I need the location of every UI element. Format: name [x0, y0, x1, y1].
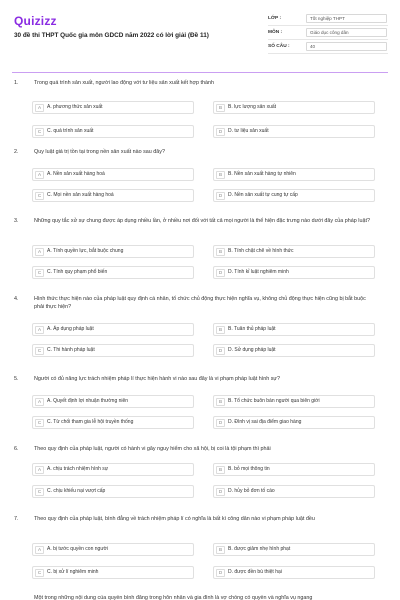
- option-c[interactable]: [32, 416, 194, 429]
- option-letter: D: [216, 488, 225, 496]
- option-c[interactable]: [32, 485, 194, 498]
- header-divider: [12, 72, 388, 73]
- option-text: A. Nền sản xuất hàng hoá: [47, 171, 105, 177]
- option-d[interactable]: [213, 266, 375, 279]
- option-text: A. Quyết định lợi nhuận thường niên: [47, 398, 129, 404]
- option-text: C. Mọi nền sản xuất hàng hoá: [47, 192, 114, 198]
- option-text: C. chịu khiếu nại vượt cấp: [47, 488, 106, 494]
- quizizz-logo: Quizizz: [14, 14, 57, 28]
- option-letter: A: [35, 171, 44, 179]
- option-letter: A: [35, 248, 44, 256]
- option-text: B. Tuân thủ pháp luật: [228, 326, 276, 332]
- option-text: C. Từ chối tham gia lễ hội truyền thống: [47, 419, 134, 425]
- meta-value-count: 40: [306, 42, 387, 51]
- option-a[interactable]: [32, 323, 194, 336]
- question-number: 7.: [14, 516, 19, 522]
- option-letter: C: [35, 488, 44, 496]
- option-letter: C: [35, 192, 44, 200]
- option-text: D. Sử dụng pháp luật: [228, 347, 276, 353]
- option-b[interactable]: [213, 395, 375, 408]
- page-title: 30 đề thi THPT Quốc gia môn GDCD năm 2022 có lời giải (Đề 11): [14, 32, 209, 39]
- question-text: Quy luật giá trị tồn tại trong nền sản xuất nào sau đây?: [34, 149, 165, 155]
- option-letter: C: [35, 128, 44, 136]
- question-text: Theo quy định của pháp luật, bình đẳng về trách nhiệm pháp lí có nghĩa là bất kì công dân nào vi phạm pháp luật đều: [34, 516, 315, 522]
- option-c[interactable]: [32, 344, 194, 357]
- option-text: A. Tính quyền lực, bắt buộc chung: [47, 248, 124, 254]
- option-text: A. chịu trách nhiệm hình sự: [47, 466, 109, 472]
- option-d[interactable]: [213, 485, 375, 498]
- option-b[interactable]: [213, 543, 375, 556]
- option-c[interactable]: [32, 566, 194, 579]
- meta-value-class: Tốt nghiệp THPT: [306, 14, 387, 23]
- option-letter: A: [35, 326, 44, 334]
- option-d[interactable]: [213, 344, 375, 357]
- option-c[interactable]: [32, 125, 194, 138]
- option-text: D. Tính kỉ luật nghiêm minh: [228, 269, 289, 275]
- option-text: B. Tính chặt chẽ về hình thức: [228, 248, 294, 254]
- option-text: D. tư liệu sản xuất: [228, 128, 269, 134]
- question-text: Hình thức thực hiện nào của pháp luật quy định cá nhân, tổ chức chủ động thực hiện nghĩa vụ, không chủ động thực hiện cũng bị bắt buộc phải thực hiện?: [34, 296, 366, 310]
- meta-value-subject: Giáo dục công dân: [306, 28, 387, 37]
- option-text: C. quá trình sản xuất: [47, 128, 94, 134]
- option-text: B. Tổ chức buôn bán người qua biên giới: [228, 398, 320, 404]
- option-text: D. Nền sản xuất tự cung tự cấp: [228, 192, 298, 198]
- question-number: 1.: [14, 80, 19, 86]
- option-a[interactable]: [32, 543, 194, 556]
- option-c[interactable]: [32, 266, 194, 279]
- question-text: Theo quy định của pháp luật, người có hành vi gây nguy hiểm cho xã hội, bị coi là tội phạm thì phải: [34, 446, 271, 452]
- option-letter: D: [216, 192, 225, 200]
- option-letter: D: [216, 347, 225, 355]
- option-letter: B: [216, 326, 225, 334]
- question-number: 3.: [14, 218, 19, 224]
- option-letter: D: [216, 419, 225, 427]
- option-letter: C: [35, 347, 44, 355]
- option-text: C. Thi hành pháp luật: [47, 347, 95, 353]
- question-text: Trong quá trình sản xuất, người lao động với tư liệu sản xuất kết hợp thành: [34, 80, 215, 86]
- option-text: D. hủy bỏ đơn tố cáo: [228, 488, 275, 494]
- option-b[interactable]: [213, 168, 375, 181]
- question-number: 5.: [14, 376, 19, 382]
- meta-row-count: [268, 40, 388, 54]
- option-letter: B: [216, 398, 225, 406]
- option-letter: A: [35, 104, 44, 112]
- option-a[interactable]: [32, 395, 194, 408]
- question-number: 6.: [14, 446, 19, 452]
- meta-table: [268, 12, 388, 54]
- option-b[interactable]: [213, 245, 375, 258]
- meta-label-count: SỐ CÂU :: [268, 44, 290, 49]
- meta-row-class: [268, 12, 388, 26]
- option-letter: D: [216, 269, 225, 277]
- option-letter: C: [35, 419, 44, 427]
- meta-row-subject: [268, 26, 388, 40]
- option-text: D. được đền bù thiệt hại: [228, 569, 282, 575]
- question-text: Những quy tắc xử sự chung được áp dụng nhiều lần, ở nhiều nơi đối với tất cả mọi người là thể hiện đặc trưng nào dưới đây của pháp luật?: [34, 218, 370, 224]
- option-letter: A: [35, 546, 44, 554]
- option-text: B. được giảm nhẹ hình phạt: [228, 546, 291, 552]
- option-text: D. Đình vị sai địa điểm giao hàng: [228, 419, 302, 425]
- option-c[interactable]: [32, 189, 194, 202]
- option-b[interactable]: [213, 463, 375, 476]
- meta-label-class: LỚP :: [268, 16, 282, 21]
- option-a[interactable]: [32, 463, 194, 476]
- option-text: A. bị tước quyền con người: [47, 546, 109, 552]
- question-number: 4.: [14, 296, 19, 302]
- option-d[interactable]: [213, 125, 375, 138]
- document-header: [0, 0, 400, 70]
- option-letter: C: [35, 569, 44, 577]
- option-letter: D: [216, 569, 225, 577]
- option-text: B. bỏ mọi thông tin: [228, 466, 270, 472]
- option-letter: B: [216, 466, 225, 474]
- option-a[interactable]: [32, 168, 194, 181]
- option-text: A. phương thức sản xuất: [47, 104, 103, 110]
- option-letter: C: [35, 269, 44, 277]
- option-text: B. lực lượng sản xuất: [228, 104, 277, 110]
- option-letter: B: [216, 104, 225, 112]
- option-d[interactable]: [213, 416, 375, 429]
- option-letter: A: [35, 466, 44, 474]
- option-b[interactable]: [213, 101, 375, 114]
- option-d[interactable]: [213, 189, 375, 202]
- option-b[interactable]: [213, 323, 375, 336]
- option-a[interactable]: [32, 101, 194, 114]
- option-a[interactable]: [32, 245, 194, 258]
- question-number: 2.: [14, 149, 19, 155]
- question-text: Người có đủ năng lực trách nhiệm pháp lí thực hiện hành vi nào sau đây là vi phạm pháp luật hình sự?: [34, 376, 281, 382]
- option-text: B. Nền sản xuất hàng tự nhiên: [228, 171, 296, 177]
- option-text: C. bị xử lí nghiêm minh: [47, 569, 99, 575]
- option-text: A. Áp dụng pháp luật: [47, 326, 94, 332]
- cutoff-question-text: Một trong những nội dung của quyền bình đẳng trong hôn nhân và gia đình là vợ chồng có quyền và nghĩa vụ ngang: [34, 595, 313, 600]
- option-d[interactable]: [213, 566, 375, 579]
- option-letter: B: [216, 171, 225, 179]
- option-letter: D: [216, 128, 225, 136]
- option-text: C. Tính quy phạm phổ biến: [47, 269, 108, 275]
- option-letter: B: [216, 248, 225, 256]
- meta-label-subject: MÔN :: [268, 30, 283, 35]
- option-letter: B: [216, 546, 225, 554]
- option-letter: A: [35, 398, 44, 406]
